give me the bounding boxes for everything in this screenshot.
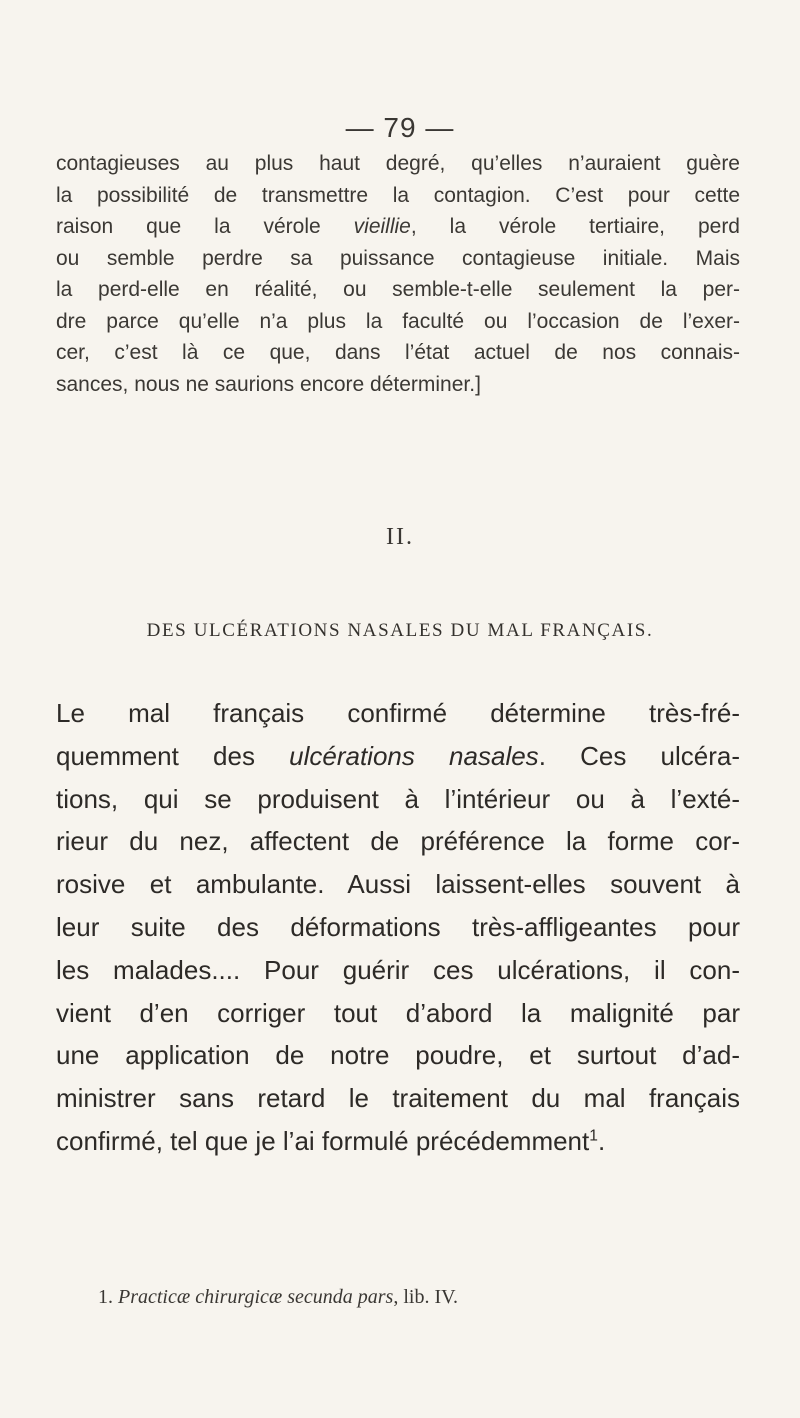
text-line: rosive et ambulante. Aussi laissent-elles souvent à: [56, 869, 740, 900]
text-line: quemment des ulcérations nasales. Ces ulcéra-: [56, 740, 740, 771]
text-line: dre parce qu’elle n’a plus la faculté ou l’occasion de l’exer-: [56, 309, 740, 333]
text-line: raison que la vérole vieillie, la vérole tertiaire, perd: [56, 215, 740, 238]
main-paragraph: [56, 692, 740, 1163]
text-line: sances, nous ne saurions encore déterminer.]: [56, 372, 481, 396]
text-line: les malades.... Pour guérir ces ulcérations, il con-: [56, 954, 740, 985]
text-line: cer, c’est là ce que, dans l’état actuel de nos connais-: [56, 341, 740, 364]
text-line: leur suite des déformations très-affligeantes pour: [56, 911, 740, 942]
section-number: II.: [386, 524, 414, 550]
section-title: DES ULCÉRATIONS NASALES DU MAL FRANÇAIS.: [146, 620, 654, 641]
footnote: [98, 1286, 738, 1309]
text-line: contagieuses au plus haut degré, qu’elles n’auraient guère: [56, 152, 740, 175]
text-line: la possibilité de transmettre la contagion. C’est pour cette: [56, 183, 740, 207]
footnote-marker: 1.: [98, 1286, 113, 1308]
text-line: vient d’en corriger tout d’abord la malignité par: [56, 997, 740, 1028]
footnote-title: Practicæ chirurgicæ secunda pars: [118, 1286, 394, 1308]
text-line: rieur du nez, affectent de préférence la forme cor-: [56, 826, 740, 857]
text-line: ou semble perdre sa puissance contagieuse initiale. Mais: [56, 246, 740, 270]
footnote-reference: , lib. IV.: [393, 1286, 458, 1308]
text-line: une application de notre poudre, et surtout d’ad-: [56, 1040, 740, 1071]
intro-paragraph: [56, 148, 740, 400]
text-line: tions, qui se produisent à l’intérieur ou à l’exté-: [56, 783, 740, 814]
page-number: — 79 —: [345, 112, 455, 143]
text-line: confirmé, tel que je l’ai formulé précédemment$^1$.: [56, 1125, 606, 1156]
text-line: la perd-elle en réalité, ou semble-t-elle seulement la per-: [56, 278, 740, 301]
text-line: Le mal français confirmé détermine très-fré-: [56, 698, 740, 728]
text-line: ministrer sans retard le traitement du mal français: [56, 1083, 740, 1114]
